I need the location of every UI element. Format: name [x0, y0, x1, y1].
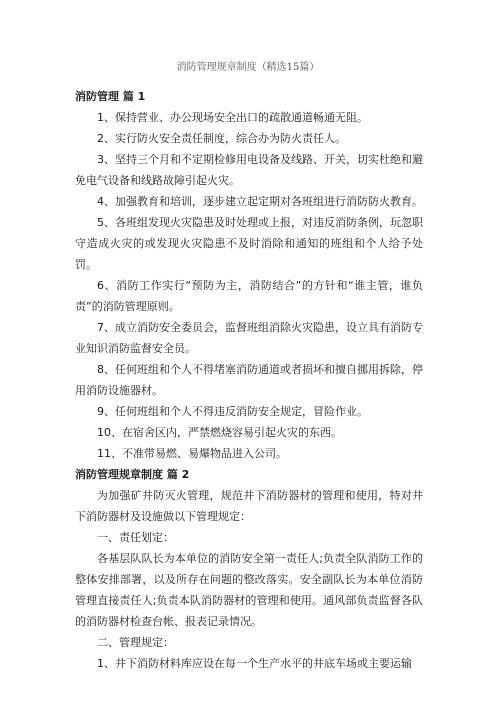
- paragraph: 3、坚持三个月和不定期检修用电设备及线路、开关，切实杜绝和避免电气设备和线路故障引起火灾。: [75, 153, 423, 187]
- paragraph: 各基层队队长为本单位的消防安全第一责任人;负责全队消防工作的整体安排部署，以及所存在问题的整改落实。安全副队长为本单位消防管理直接责任人;负责本队消防器材的管理和使用。通风部负责监督各队的消防器材检查台帐、报表记录情况。: [75, 552, 423, 628]
- paragraph: 2、实行防火安全责任制度，综合办为防火责任人。: [97, 132, 346, 145]
- paragraph: 为加强矿井防灭火管理，规范井下消防器材的管理和使用，特对井下消防器材及设施做以下管理规定：: [75, 489, 423, 523]
- paragraph: 5、各班组发现火灾隐患及时处理或上报，对违反消防条例，玩忽职守造成火灾的或发现火灾隐患不及时消除和通知的班组和个人给予处罚。: [75, 216, 423, 271]
- page-header: 消防管理规章制度（精选15篇）: [176, 62, 320, 73]
- paragraph: 6、消防工作实行“预防为主，消防结合”的方针和“谁主管，谁负责”的消防管理原则。: [75, 279, 423, 313]
- section-title: 消防管理 篇 1: [75, 90, 146, 103]
- paragraph: 1、井下消防材料库应设在每一个生产水平的井底车场或主要运输: [97, 657, 412, 670]
- paragraph: 11、不准带易燃、易爆物品进入公司。: [97, 447, 287, 460]
- section-title: 消防管理规章制度 篇 2: [75, 468, 190, 481]
- paragraph: 9、任何班组和个人不得违反消防安全规定，冒险作业。: [97, 405, 368, 418]
- document-body: [75, 86, 423, 674]
- paragraph: 一、责任划定：: [97, 531, 174, 544]
- paragraph: 10、在宿舍区内，严禁燃烧容易引起火灾的东西。: [97, 426, 342, 439]
- paragraph: 7、成立消防安全委员会，监督班组消除火灾隐患，设立具有消防专业知识消防监督安全员。: [75, 321, 423, 355]
- paragraph: 4、加强教育和培训，逐步建立起定期对各班组进行消防防火教育。: [97, 195, 423, 208]
- paragraph: 1、保持营业、办公现场安全出口的疏散通道畅通无阻。: [97, 111, 368, 124]
- paragraph: 二、管理规定：: [97, 636, 174, 649]
- paragraph: 8、任何班组和个人不得堵塞消防通道或者损坏和擅自挪用拆除，停用消防设施器材。: [75, 363, 423, 397]
